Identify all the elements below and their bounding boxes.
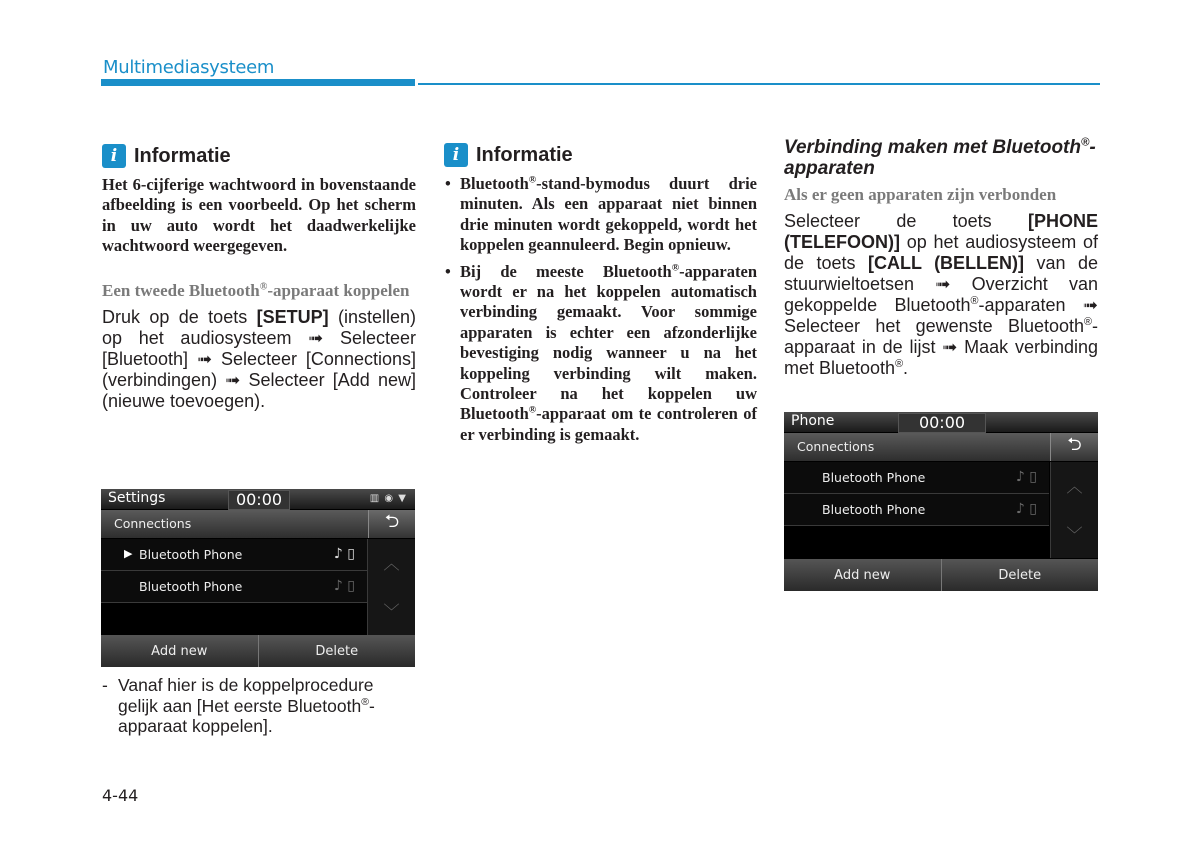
delete-button[interactable]: Delete — [259, 635, 416, 667]
scroll-down-icon[interactable]: ﹀ — [383, 602, 400, 621]
screen-clock: 00:00 — [898, 413, 986, 433]
selected-arrow-icon: ▶ — [124, 547, 133, 560]
scrollbar[interactable] — [367, 539, 415, 635]
info-title: Informatie — [134, 144, 231, 167]
screen-footer — [784, 559, 1098, 591]
info-icon: i — [102, 144, 126, 168]
section-title: Multimediasysteem — [103, 57, 275, 78]
scrollbar[interactable] — [1050, 462, 1098, 558]
audio-phone-icon: ♪ ▯ — [333, 546, 355, 562]
instructions-paragraph: Druk op de toets [SETUP] (instellen) op het audiosysteem ➟ Selecteer [Bluetooth] ➟ Selecteer [Connections] (verbindingen) ➟ Selecteer [Add new] (nieuwe toevoegen). — [102, 306, 417, 411]
device-name: Bluetooth Phone — [139, 579, 243, 594]
device-row[interactable] — [784, 494, 1049, 526]
screen-clock: 00:00 — [228, 490, 290, 510]
screen-title: Settings — [108, 490, 166, 506]
info-title: Informatie — [476, 143, 573, 166]
screen-status-bar — [101, 489, 415, 509]
audio-phone-icon: ♪ ▯ — [1015, 501, 1037, 517]
device-row[interactable] — [784, 462, 1049, 494]
header-bar-thick — [101, 79, 415, 86]
column-3 — [784, 137, 1098, 379]
status-icons: ▥ ◉ ▼ — [369, 493, 407, 504]
back-icon[interactable]: ⮌ — [1050, 433, 1098, 461]
connections-header: Connections — [101, 510, 368, 538]
scroll-up-icon[interactable]: ︿ — [383, 554, 400, 573]
audio-phone-icon: ♪ ▯ — [333, 578, 355, 594]
device-name: Bluetooth Phone — [822, 502, 926, 517]
info-box-heading — [444, 142, 757, 168]
info-icon: i — [444, 143, 468, 167]
note-item: - Vanaf hier is de koppelprocedure gelijk aan [Het eerste Bluetooth®-apparaat koppelen]. — [102, 675, 416, 737]
page-number: 4-44 — [102, 786, 139, 805]
scroll-down-icon[interactable]: ﹀ — [1066, 525, 1083, 544]
screen-title: Phone — [791, 413, 835, 429]
phone-screen — [784, 412, 1098, 591]
scroll-up-icon[interactable]: ︿ — [1066, 477, 1083, 496]
header-bar-thin — [418, 83, 1100, 85]
device-name: Bluetooth Phone — [822, 470, 926, 485]
delete-button[interactable]: Delete — [942, 559, 1099, 591]
column-2 — [444, 142, 757, 451]
screen-footer — [101, 635, 415, 667]
device-row[interactable] — [101, 539, 367, 571]
subheading-no-devices: Als er geen apparaten zijn verbonden — [784, 185, 1057, 204]
section-heading: Verbinding maken met Bluetooth®-apparaten — [784, 136, 1096, 179]
device-name: Bluetooth Phone — [139, 547, 243, 562]
device-row[interactable] — [101, 571, 367, 603]
info-text: Het 6-cijferige wachtwoord in bovenstaande afbeelding is een voorbeeld. Op het scherm in uw auto wordt het daadwerkelijke wachtwoord weergegeven. — [102, 175, 416, 256]
info-bullet-list — [444, 174, 757, 445]
settings-screen — [101, 489, 415, 667]
back-icon[interactable]: ⮌ — [368, 510, 415, 538]
connections-header: Connections — [784, 433, 1050, 461]
connect-instructions: Selecteer de toets [PHONE (TELEFOON)] op het audiosysteem of de toets [CALL (BELLEN)] van de stuurwieltoetsen ➟ Overzicht van gekoppelde Bluetooth®-apparaten ➟ Selecteer het gewenste Bluetooth®-apparaat in de lijst ➟ Maak verbinding met Bluetooth®. — [784, 211, 1098, 378]
note-block — [102, 675, 416, 737]
bullet-item: • Bluetooth®-stand-bymodus duurt drie minuten. Als een apparaat niet binnen drie minuten wordt gekoppeld, wordt het koppelen geannuleerd. Begin opnieuw. — [444, 174, 757, 256]
screen-status-bar — [784, 412, 1098, 432]
bullet-item: • Bij de meeste Bluetooth®-apparaten wordt er na het koppelen automatisch verbinding gemaakt. Voor sommige apparaten is echter een afzonderlijke bevestiging nodig wanneer u na het koppeling verbinding wilt maken. Controleer na het koppelen uw Bluetooth®-apparaat om te controleren of er verbinding is gemaakt. — [444, 262, 757, 446]
info-box-heading — [102, 143, 416, 169]
audio-phone-icon: ♪ ▯ — [1015, 469, 1037, 485]
add-new-button[interactable]: Add new — [784, 559, 942, 591]
add-new-button[interactable]: Add new — [101, 635, 259, 667]
subheading-second-device: Een tweede Bluetooth®-apparaat koppelen — [102, 280, 410, 300]
column-1 — [102, 143, 416, 412]
